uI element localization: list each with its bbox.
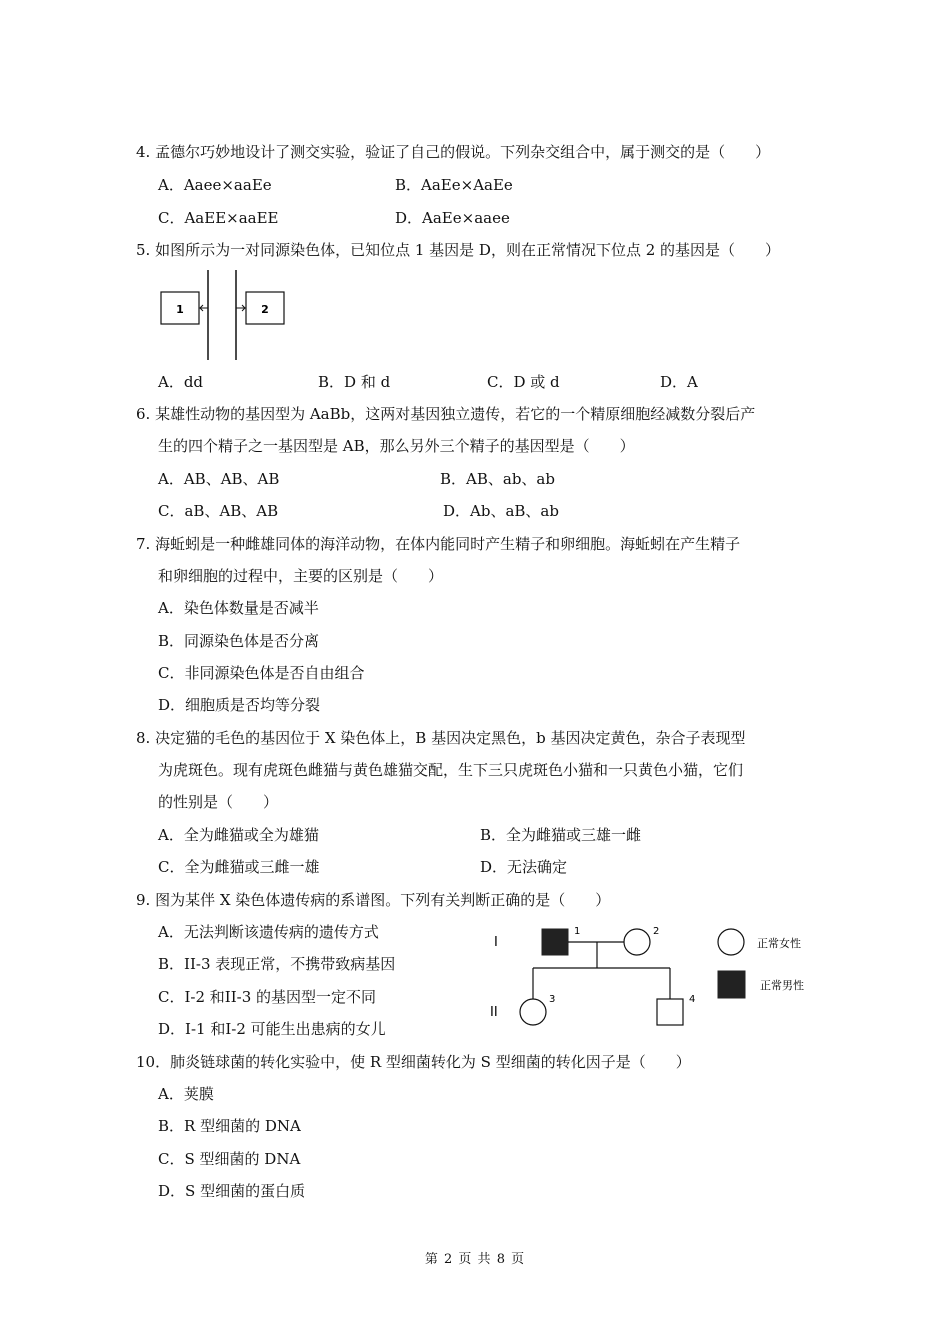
q6-option-c: C．aB、AB、AB	[158, 502, 279, 520]
individual-I-2-normal-female	[624, 929, 650, 955]
pedigree-chart	[480, 918, 840, 1034]
generation-I-label: I	[494, 935, 498, 950]
q10-stem: 10．肺炎链球菌的转化实验中，使 R 型细菌转化为 S 型细菌的转化因子是（ ）	[136, 1053, 691, 1071]
q8-stem-line-3: 的性别是（ ）	[158, 793, 279, 811]
q4-option-d: D．AaEe×aaee	[395, 209, 510, 227]
q5-stem: 5. 如图所示为一对同源染色体，已知位点 1 基因是 D，则在正常情况下位点 2 的基因是（ ）	[136, 241, 781, 259]
generation-II-label: II	[490, 1005, 498, 1020]
q5-option-b: B．D 和 d	[318, 373, 391, 391]
q8-option-d: D．无法确定	[480, 858, 568, 876]
q4-option-b: B．AaEe×AaEe	[395, 176, 513, 194]
legend-male-label: 正常男性	[760, 979, 804, 992]
page-footer: 第 2 页 共 8 页	[424, 1252, 526, 1267]
individual-II-4-number: 4	[689, 994, 696, 1005]
q9-option-b: B．II-3 表现正常，不携带致病基因	[158, 955, 396, 973]
individual-I-1-number: 1	[574, 926, 581, 937]
q10-option-d: D．S 型细菌的蛋白质	[158, 1182, 306, 1200]
q7-option-c: C．非同源染色体是否自由组合	[158, 664, 365, 682]
chromosome-diagram	[155, 268, 295, 364]
q4-stem: 4. 孟德尔巧妙地设计了测交实验，验证了自己的假说。下列杂交组合中，属于测交的是（ ）	[136, 143, 771, 161]
q4-option-a: A．Aaee×aaEe	[158, 176, 272, 194]
q9-option-c: C．I-2 和II-3 的基因型一定不同	[158, 988, 377, 1006]
individual-II-4-normal-male	[657, 999, 683, 1025]
individual-II-3-normal-female	[520, 999, 546, 1025]
q6-stem-line-2: 生的四个精子之一基因型是 AB，那么另外三个精子的基因型是（ ）	[158, 437, 635, 455]
q9-stem: 9. 图为某伴 X 染色体遗传病的系谱图。下列有关判断正确的是（ ）	[136, 891, 611, 909]
q10-option-c: C．S 型细菌的 DNA	[158, 1150, 301, 1168]
q7-option-a: A．染色体数量是否减半	[158, 599, 319, 617]
individual-II-3-number: 3	[549, 994, 556, 1005]
q5-option-d: D．A	[660, 373, 698, 391]
locus-2-label: 2	[261, 303, 269, 316]
individual-I-1-affected-male	[542, 929, 568, 955]
q8-option-a: A．全为雌猫或全为雄猫	[158, 826, 319, 844]
locus-1-label: 1	[176, 303, 184, 316]
q10-option-a: A．荚膜	[158, 1085, 214, 1103]
legend-female-symbol	[718, 929, 744, 955]
q6-option-b: B．AB、ab、ab	[440, 470, 555, 488]
q6-option-a: A．AB、AB、AB	[158, 470, 280, 488]
q10-option-b: B．R 型细菌的 DNA	[158, 1117, 301, 1135]
q5-option-c: C．D 或 d	[487, 373, 560, 391]
legend-female-label: 正常女性	[757, 937, 801, 950]
q8-option-c: C．全为雌猫或三雌一雄	[158, 858, 320, 876]
q5-option-a: A．dd	[158, 373, 204, 391]
q6-option-d: D．Ab、aB、ab	[443, 502, 559, 520]
q8-stem-line-2: 为虎斑色。现有虎斑色雌猫与黄色雄猫交配，生下三只虎斑色小猫和一只黄色小猫，它们	[158, 761, 744, 779]
q9-option-d: D．I-1 和I-2 可能生出患病的女儿	[158, 1020, 386, 1038]
q4-option-c: C．AaEE×aaEE	[158, 209, 279, 227]
q7-stem-line-2: 和卵细胞的过程中，主要的区别是（ ）	[158, 567, 444, 585]
q8-option-b: B．全为雌猫或三雄一雌	[480, 826, 642, 844]
legend-male-symbol	[718, 971, 745, 998]
q7-option-d: D．细胞质是否均等分裂	[158, 696, 321, 714]
individual-I-2-number: 2	[653, 926, 660, 937]
q7-stem-line-1: 7. 海蚯蚓是一种雌雄同体的海洋动物，在体内能同时产生精子和卵细胞。海蚯蚓在产生精子	[136, 535, 741, 553]
q9-option-a: A．无法判断该遗传病的遗传方式	[158, 923, 379, 941]
q6-stem-line-1: 6. 某雄性动物的基因型为 AaBb，这两对基因独立遗传，若它的一个精原细胞经减数分裂后产	[136, 405, 756, 423]
q8-stem-line-1: 8. 决定猫的毛色的基因位于 X 染色体上，B 基因决定黑色，b 基因决定黄色，杂合子表现型	[136, 729, 746, 747]
q7-option-b: B．同源染色体是否分离	[158, 632, 320, 650]
